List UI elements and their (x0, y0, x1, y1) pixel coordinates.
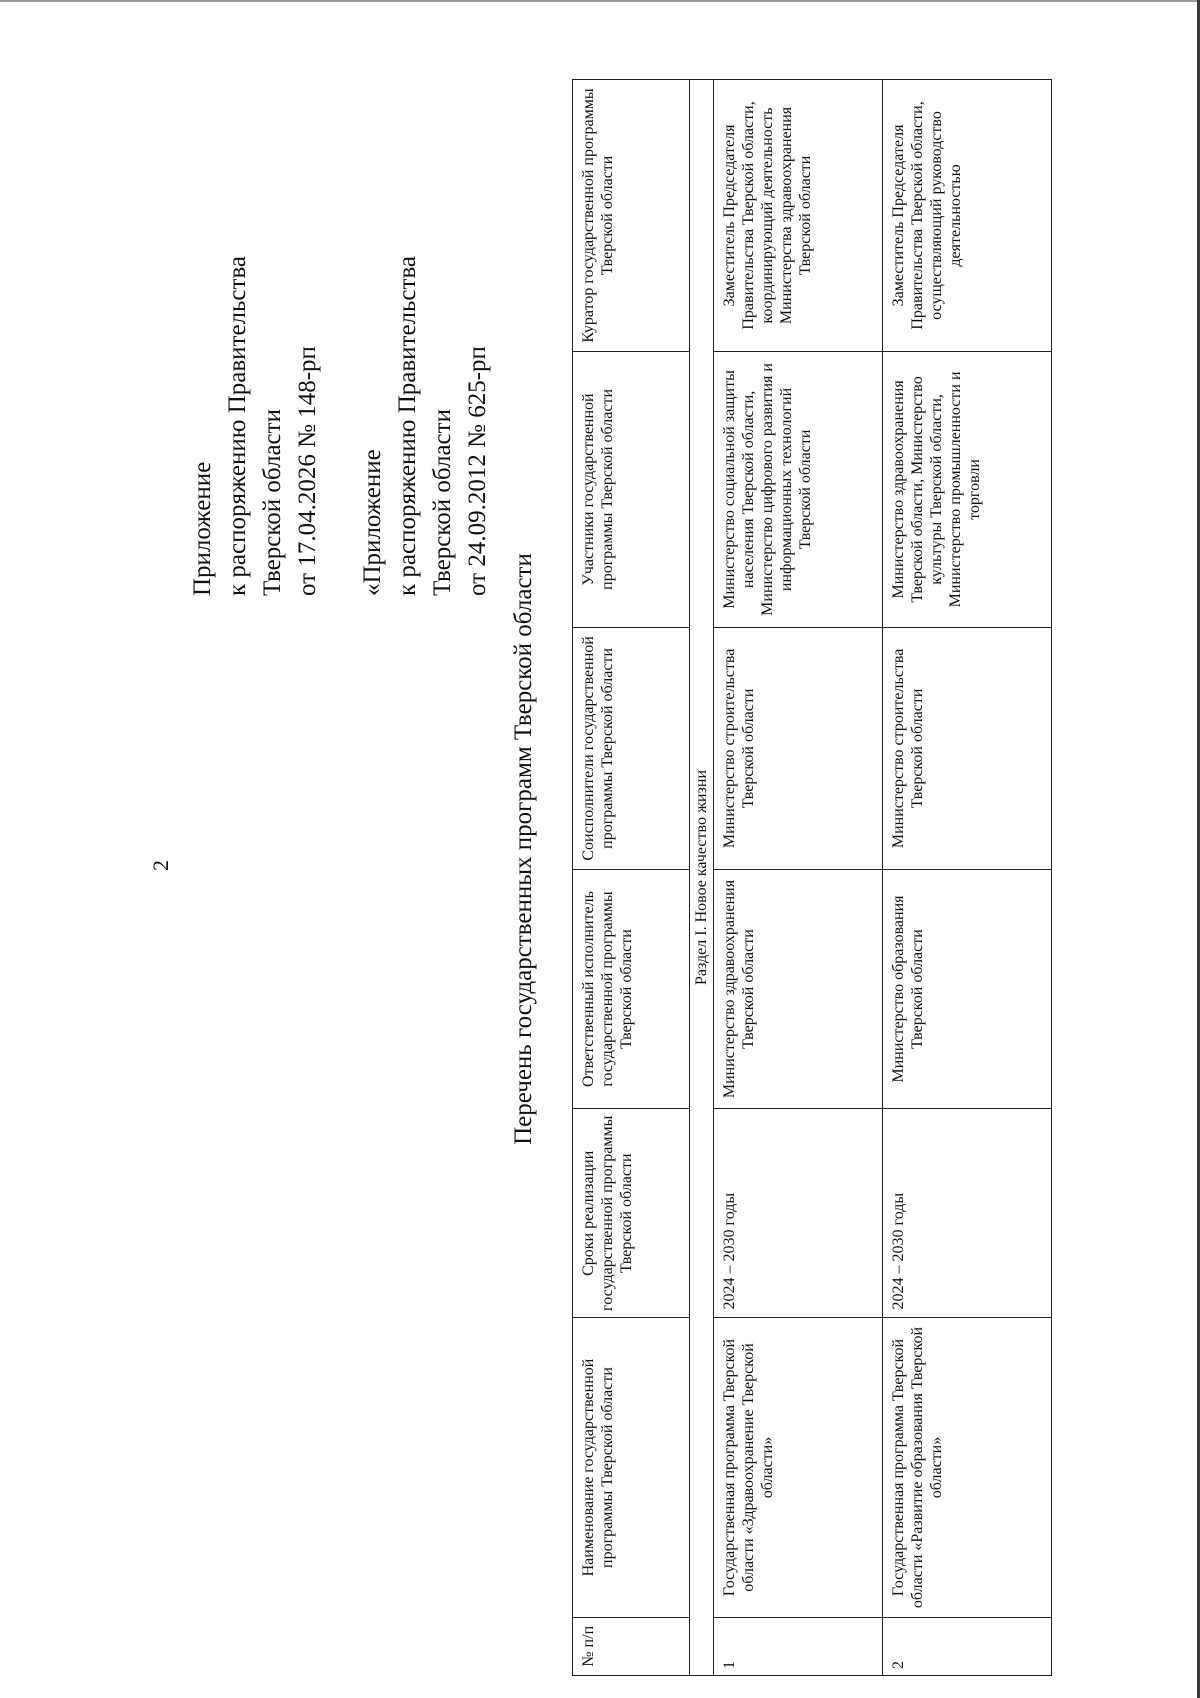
appendix-line: к распоряжению Правительства (224, 255, 251, 596)
cell-number: 1 (714, 1617, 883, 1675)
cell-curator: Заместитель Председателя Правительства Тверской области, координирующий деятельность Министерства здравоохранения Тверской области (714, 80, 883, 352)
header-cell-terms: Сроки реализации государственной программы Тверской области (573, 1109, 690, 1318)
page-number: 2 (148, 860, 173, 871)
appendix-line: «Приложение (359, 449, 386, 596)
appendix-block-new (185, 256, 325, 596)
appendix-line: от 24.09.2012 № 625-рп (464, 346, 491, 596)
table-header-row (573, 80, 690, 1676)
cell-terms: 2024 – 2030 годы (714, 1109, 883, 1318)
header-cell-name: Наименование государственной программы Тверской области (573, 1318, 690, 1617)
header-cell-coexecutors: Соисполнители государственной программы Тверской области (573, 627, 690, 869)
cell-terms: 2024 – 2030 годы (883, 1109, 1052, 1318)
cell-coexecutors: Министерство строительства Тверской области (883, 627, 1052, 869)
header-cell-responsible: Ответственный исполнитель государственной программы Тверской области (573, 869, 690, 1108)
header-cell-curator: Куратор государственной программы Тверской области (573, 80, 690, 352)
programs-table (572, 79, 1052, 1676)
section-row (690, 80, 714, 1676)
appendix-line: к распоряжению Правительства (394, 255, 421, 596)
cell-responsible: Министерство здравоохранения Тверской области (714, 869, 883, 1108)
cell-program-name: Государственная программа Тверской области «Развитие образования Тверской области» (883, 1318, 1052, 1617)
appendix-line: Тверской области (259, 409, 286, 596)
document-title: Перечень государственных программ Тверской области (510, 553, 537, 1145)
appendix-line: Тверской области (429, 409, 456, 596)
table-row (883, 80, 1052, 1676)
header-cell-participants: Участники государственной программы Тверской области (573, 351, 690, 627)
cell-coexecutors: Министерство строительства Тверской области (714, 627, 883, 869)
cell-curator: Заместитель Председателя Правительства Тверской области, осуществляющий руководство деятельностью (883, 80, 1052, 352)
cell-participants: Министерство здравоохранения Тверской области, Министерство культуры Тверской области, Министерство промышленности и торговли (883, 351, 1052, 627)
table-row (714, 80, 883, 1676)
cell-participants: Министерство социальной защиты населения Тверской области, Министерство цифрового развития и информационных технологий Тверской области (714, 351, 883, 627)
cell-responsible: Министерство образования Тверской области (883, 869, 1052, 1108)
appendix-line: от 17.04.2026 № 148-рп (294, 346, 321, 596)
section-title: Раздел I. Новое качество жизни (690, 80, 714, 1676)
header-cell-number: № п/п (573, 1617, 690, 1675)
appendix-block-old (355, 256, 495, 596)
cell-program-name: Государственная программа Тверской области «Здравоохранение Тверской области» (714, 1318, 883, 1617)
appendix-line: Приложение (189, 461, 216, 596)
cell-number: 2 (883, 1617, 1052, 1675)
